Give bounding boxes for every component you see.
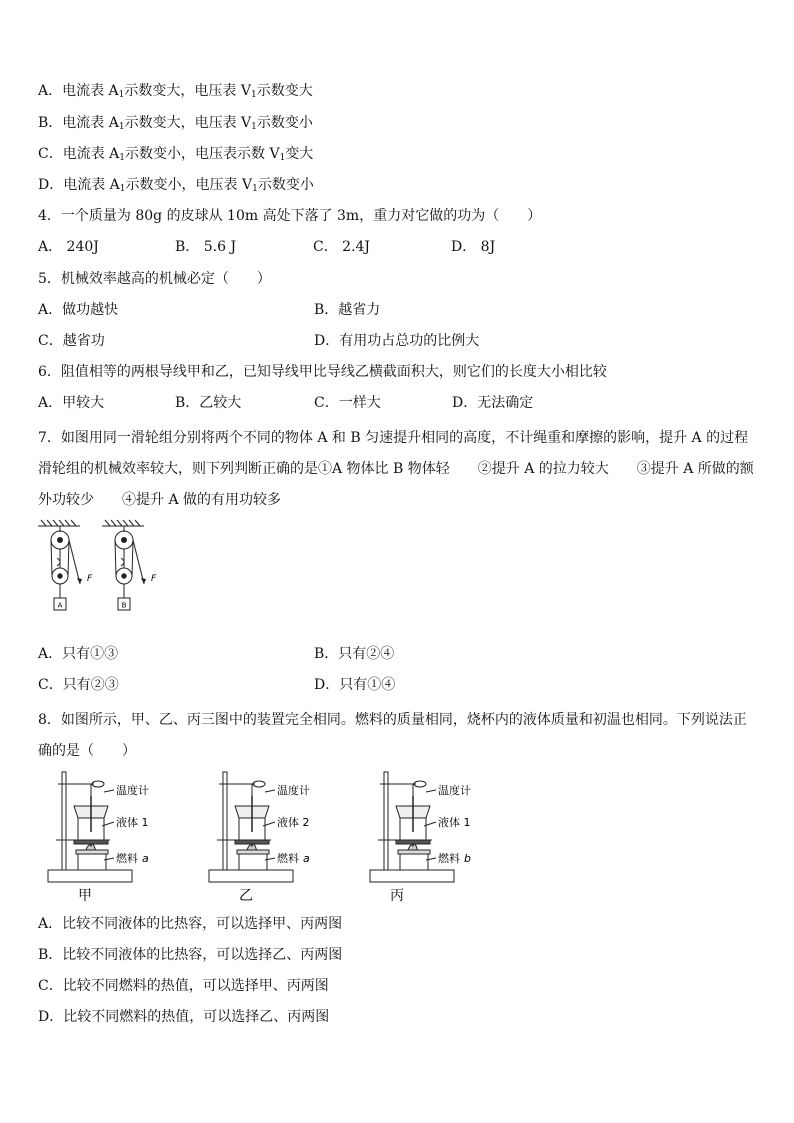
q3-option-b-sub-1: 1: [118, 122, 125, 132]
q5-stem: 5．机械效率越高的机械必定（ ）: [38, 271, 271, 287]
q8-stem: 8．如图所示，甲、乙、丙三图中的装置完全相同。燃料的质量相同，烧杯内的液体质量和初温也相同。下列说法正确的是（ ）: [38, 712, 747, 759]
q3-option-b-text-1: B．电流表 A: [38, 115, 119, 131]
q8-bing-caption: 丙: [390, 888, 404, 904]
q8-jia-liquid-label: 液体 1: [116, 816, 149, 829]
q7-option-a: A．只有①③: [38, 646, 119, 662]
q8-bing-fuel-id: b: [464, 852, 471, 865]
q6-options: [38, 393, 758, 413]
q8-option-a: A．比较不同液体的比热容，可以选择甲、丙两图: [38, 916, 343, 932]
q3-option-c-text-3: 变大: [285, 146, 314, 162]
q3-option-a-sub-2: 1: [250, 90, 257, 100]
q8-yi-caption: 乙: [239, 888, 253, 904]
q3-option-a-text-3: 示数变大: [256, 83, 313, 99]
q8-yi-thermometer-label: 温度计: [277, 784, 310, 797]
q7-pulley-figure: [36, 518, 166, 628]
q6-stem: 6．阻值相等的两根导线甲和乙，已知导线甲比导线乙横截面积大，则它们的长度大小相比较: [38, 364, 607, 380]
q3-option-b: [38, 113, 313, 133]
q7-stem: 7．如图用同一滑轮组分别将两个不同的物体 A 和 B 匀速提升相同的高度，不计绳重和摩擦的影响，提升 A 的过程滑轮组的机械效率较大，则下列判断正确的是①A 物体比 B 物体轻 ②提升 A 的拉力较大 ③提升 A 所做的额外功较少 ④提升 A 做的有用功较多: [38, 430, 754, 508]
q8-option-b: B．比较不同液体的比热容，可以选择乙、丙两图: [38, 947, 343, 963]
q5-option-b: B．越省力: [314, 302, 381, 318]
q5-options-row2: [38, 331, 758, 351]
q8-figure-jia: [44, 766, 164, 906]
q5-option-a: A．做功越快: [38, 302, 119, 318]
q3-option-a-text-1: A．电流表 A: [38, 83, 119, 99]
q3-option-d-sub-2: 1: [252, 184, 258, 194]
q8-jia-thermometer-label: 温度计: [116, 784, 149, 797]
q8-figure-bing: [366, 766, 486, 906]
q3-option-a: [38, 81, 313, 101]
q5-options-row1: [38, 300, 758, 320]
q8-option-c: C．比较不同燃料的热值，可以选择甲、丙两图: [38, 978, 329, 994]
q6-option-d: D．无法确定: [452, 395, 534, 411]
q6-option-c: C．一样大: [314, 395, 381, 411]
q4-option-c: C． 2.4J: [313, 239, 371, 255]
q8-jia-fuel-id: a: [142, 852, 149, 865]
q3-option-b-sub-2: 1: [251, 122, 257, 132]
q3-option-a-sub-1: 1: [118, 90, 125, 100]
q5-option-d: D．有用功占总功的比例大: [314, 333, 480, 349]
q4-option-d: D． 8J: [451, 239, 496, 255]
q8-jia-fuel-label: 燃料: [116, 852, 138, 865]
q3-option-a-text-2: 示数变大，电压表 V: [124, 83, 251, 99]
q8-bing-fuel-label: 燃料: [438, 852, 460, 865]
q3-option-d-sub-1: 1: [119, 184, 126, 194]
q7-option-d: D．只有①④: [314, 677, 396, 693]
q3-option-b-text-2: 示数变大，电压表 V: [124, 115, 252, 131]
q3-option-c-sub-2: 1: [279, 153, 286, 163]
q8-yi-fuel-label: 燃料: [277, 852, 299, 865]
q7-option-b: B．只有②④: [314, 646, 395, 662]
q3-option-d-text-1: D．电流表 A: [38, 177, 120, 193]
q8-bing-liquid-label: 液体 1: [438, 816, 471, 829]
q8-jia-caption: 甲: [78, 888, 92, 904]
q7-force-label-left: F: [87, 574, 93, 584]
q4-option-b: B． 5.6 J: [175, 239, 237, 255]
q8-figure-yi: [205, 766, 325, 906]
q6-option-b: B．乙较大: [175, 395, 242, 411]
q3-option-b-text-3: 示数变小: [256, 115, 313, 131]
q7-options-row2: [38, 675, 758, 695]
q3-option-c-sub-1: 1: [119, 153, 126, 163]
q6-option-a: A．甲较大: [38, 395, 105, 411]
q8-option-d: D．比较不同燃料的热值，可以选择乙、丙两图: [38, 1009, 330, 1025]
q7-block-b-label: B: [121, 601, 127, 610]
q3-option-c-text-2: 示数变小，电压表示数 V: [125, 146, 280, 162]
q3-option-d: [38, 175, 314, 195]
q7-block-a-label: A: [57, 601, 63, 610]
q4-stem: 4．一个质量为 80g 的皮球从 10m 高处下落了 3m，重力对它做的功为（ ）: [38, 208, 542, 224]
q3-option-c-text-1: C．电流表 A: [38, 146, 120, 162]
q4-options: [38, 237, 758, 257]
q8-yi-fuel-id: a: [303, 852, 310, 865]
q8-yi-liquid-label: 液体 2: [277, 816, 310, 829]
q5-option-c: C．越省功: [38, 333, 105, 349]
q8-bing-thermometer-label: 温度计: [438, 784, 471, 797]
q4-option-a: A． 240J: [38, 239, 99, 255]
q7-option-c: C．只有②③: [38, 677, 119, 693]
q3-option-d-text-3: 示数变小: [257, 177, 314, 193]
q3-option-c: [38, 144, 313, 164]
q7-force-label-right: F: [151, 574, 157, 584]
q7-options-row1: [38, 644, 758, 664]
q3-option-d-text-2: 示数变小，电压表 V: [125, 177, 253, 193]
